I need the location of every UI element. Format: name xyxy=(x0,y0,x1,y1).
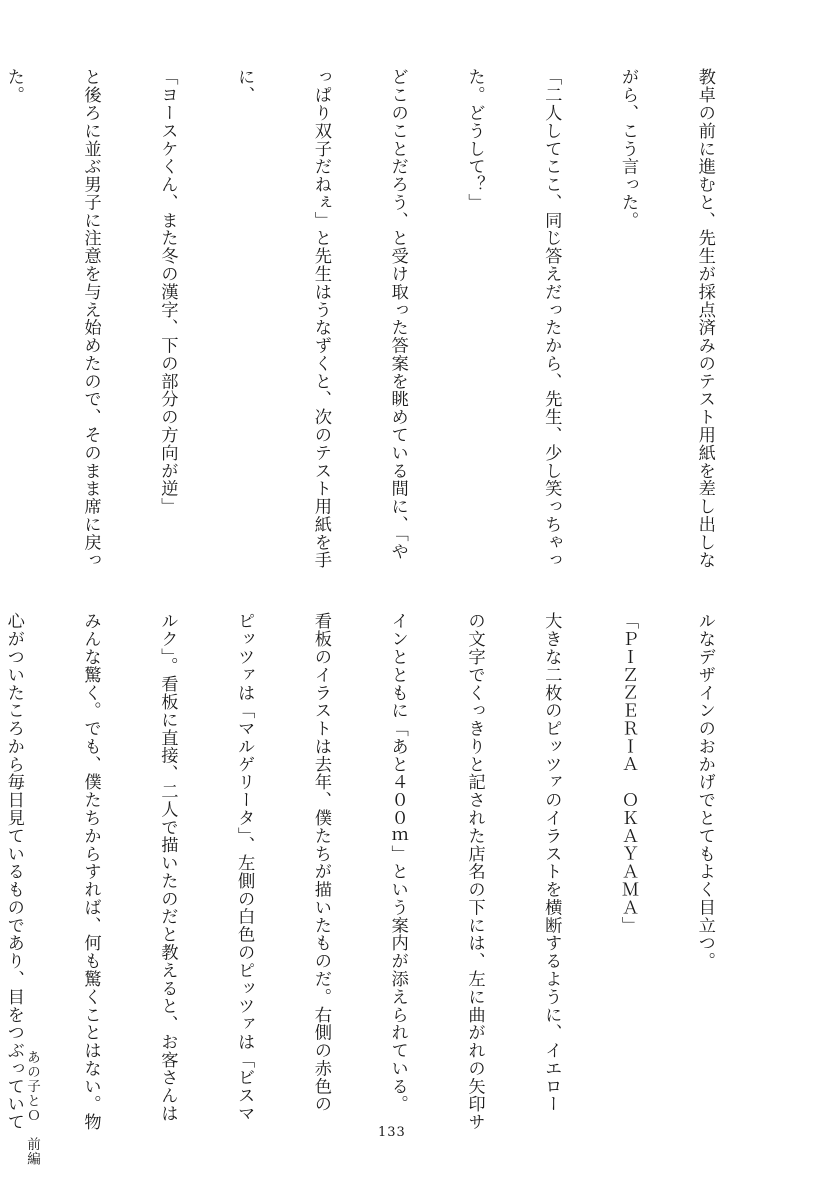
text-line: 「ヨースケくん、また冬の漢字、下の部分の方向が逆」 xyxy=(157,68,178,516)
text-line: に、 xyxy=(234,68,255,104)
text-line: 「二人してここ、同じ答えだったから、先生、少し笑っちゃっ xyxy=(541,68,562,569)
text-line: ルク」。看板に直接、二人で描いたのだと教えると、お客さんは xyxy=(157,612,178,1123)
text-line: インとともに「あと４００ｍ」という案内が添えられている。 xyxy=(387,612,408,1113)
text-line: ピッツァは「マルゲリータ」、左側の白色のピッツァは「ビスマ xyxy=(234,612,255,1123)
text-line: がら、こう言った。 xyxy=(618,68,639,230)
text-line: ルなデザインのおかげでとてもよく目立つ。 xyxy=(694,612,715,970)
text-line: と後ろに並ぶ男子に注意を与え始めたので、そのまま席に戻っ xyxy=(80,68,101,569)
text-line: 大きな二枚のピッツァのイラストを横断するように、イエロー xyxy=(541,612,562,1113)
text-line: 心がついたころから毎日見ているものであり、目をつぶっていて xyxy=(3,612,24,1131)
upper-text-block xyxy=(3,68,768,583)
text-line: みんな驚く。でも、僕たちからすれば、何も驚くことはない。物 xyxy=(80,612,101,1131)
text-line: 教卓の前に進むと、先生が採点済みのテスト用紙を差し出しな xyxy=(694,68,715,569)
chapter-title: あの子とＯ 前編 xyxy=(24,1050,40,1166)
text-line: っぱり双子だねぇ」と先生はうなずくと、次のテスト用紙を手 xyxy=(310,68,331,569)
text-line: 看板のイラストは去年、僕たちが描いたものだ。右側の赤色の xyxy=(310,612,331,1113)
text-line: の文字でくっきりと記された店名の下には、左に曲がれの矢印サ xyxy=(464,612,485,1131)
page-number: 133 xyxy=(378,1125,406,1140)
text-line: どこのことだろう、と受け取った答案を眺めている間に、「や xyxy=(387,68,408,561)
text-line: た。どうして？」 xyxy=(464,68,485,212)
text-line: た。 xyxy=(3,68,24,104)
text-line: 「ＰＩＺＺＥＲＩＡ ＯＫＡＹＡＭＡ」 xyxy=(618,612,639,935)
